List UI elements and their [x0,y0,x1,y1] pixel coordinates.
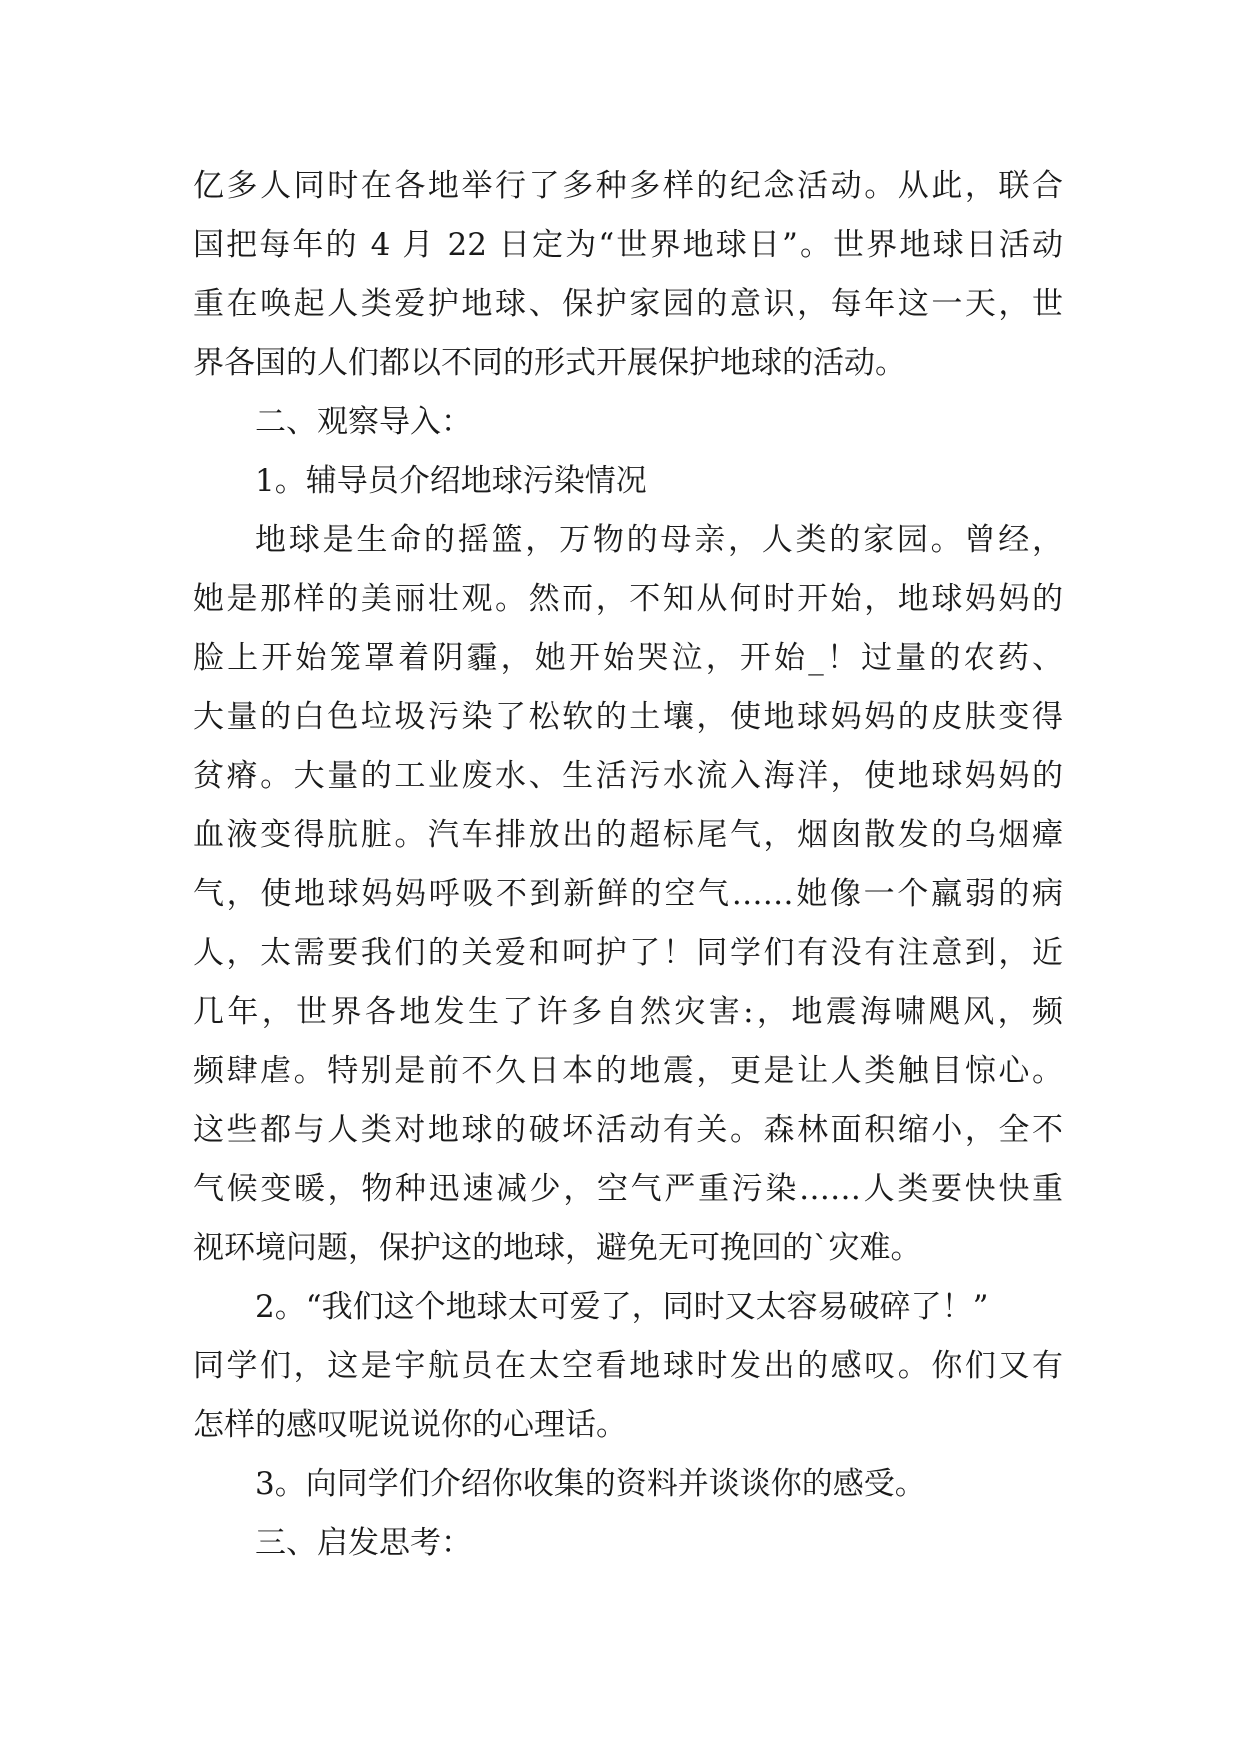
text-line: 这些都与人类对地球的破坏活动有关。森林面积缩小，全不 [193,1112,1063,1148]
text-line: 3。向同学们介绍你收集的资料并谈谈你的感受。 [255,1466,926,1502]
text-line: 几年，世界各地发生了许多自然灾害:，地震海啸飓风，频 [193,994,1063,1030]
text-line: 脸上开始笼罩着阴霾，她开始哭泣，开始_！过量的农药、 [193,640,1063,676]
section-heading: 二、观察导入： [255,404,472,440]
document-body [193,157,1063,1573]
text-line: 视环境问题，保护这的地球，避免无可挽回的`灾难。 [193,1230,922,1266]
text-line: 地球是生命的摇篮，万物的母亲，人类的家园。曾经， [255,522,1063,558]
text-line: 频肆虐。特别是前不久日本的地震，更是让人类触目惊心。 [193,1053,1063,1089]
text-line: 重在唤起人类爱护地球、保护家园的意识，每年这一天，世 [193,286,1063,322]
text-line: 气候变暖，物种迅速减少，空气严重污染……人类要快快重 [193,1171,1063,1207]
section-heading: 三、启发思考： [255,1525,472,1561]
text-line: 血液变得肮脏。汽车排放出的超标尾气，烟囱散发的乌烟瘴 [193,817,1063,853]
text-line: 亿多人同时在各地举行了多种多样的纪念活动。从此，联合 [193,168,1063,204]
text-line: 大量的白色垃圾污染了松软的土壤，使地球妈妈的皮肤变得 [193,699,1063,735]
text-line: 国把每年的 4 月 22 日定为“世界地球日”。世界地球日活动 [193,227,1063,263]
text-line: 怎样的感叹呢说说你的心理话。 [193,1407,627,1443]
text-line: 她是那样的美丽壮观。然而，不知从何时开始，地球妈妈的 [193,581,1063,617]
text-line: 2。“我们这个地球太可爱了，同时又太容易破碎了！” [255,1289,989,1325]
text-line: 人，太需要我们的关爱和呵护了！同学们有没有注意到，近 [193,935,1063,971]
text-line: 贫瘠。大量的工业废水、生活污水流入海洋，使地球妈妈的 [193,758,1063,794]
subsection-heading: 1。辅导员介绍地球污染情况 [255,463,647,499]
text-line: 气，使地球妈妈呼吸不到新鲜的空气……她像一个羸弱的病 [193,876,1063,912]
text-line: 界各国的人们都以不同的形式开展保护地球的活动。 [193,345,906,381]
text-line: 同学们，这是宇航员在太空看地球时发出的感叹。你们又有 [193,1348,1063,1384]
